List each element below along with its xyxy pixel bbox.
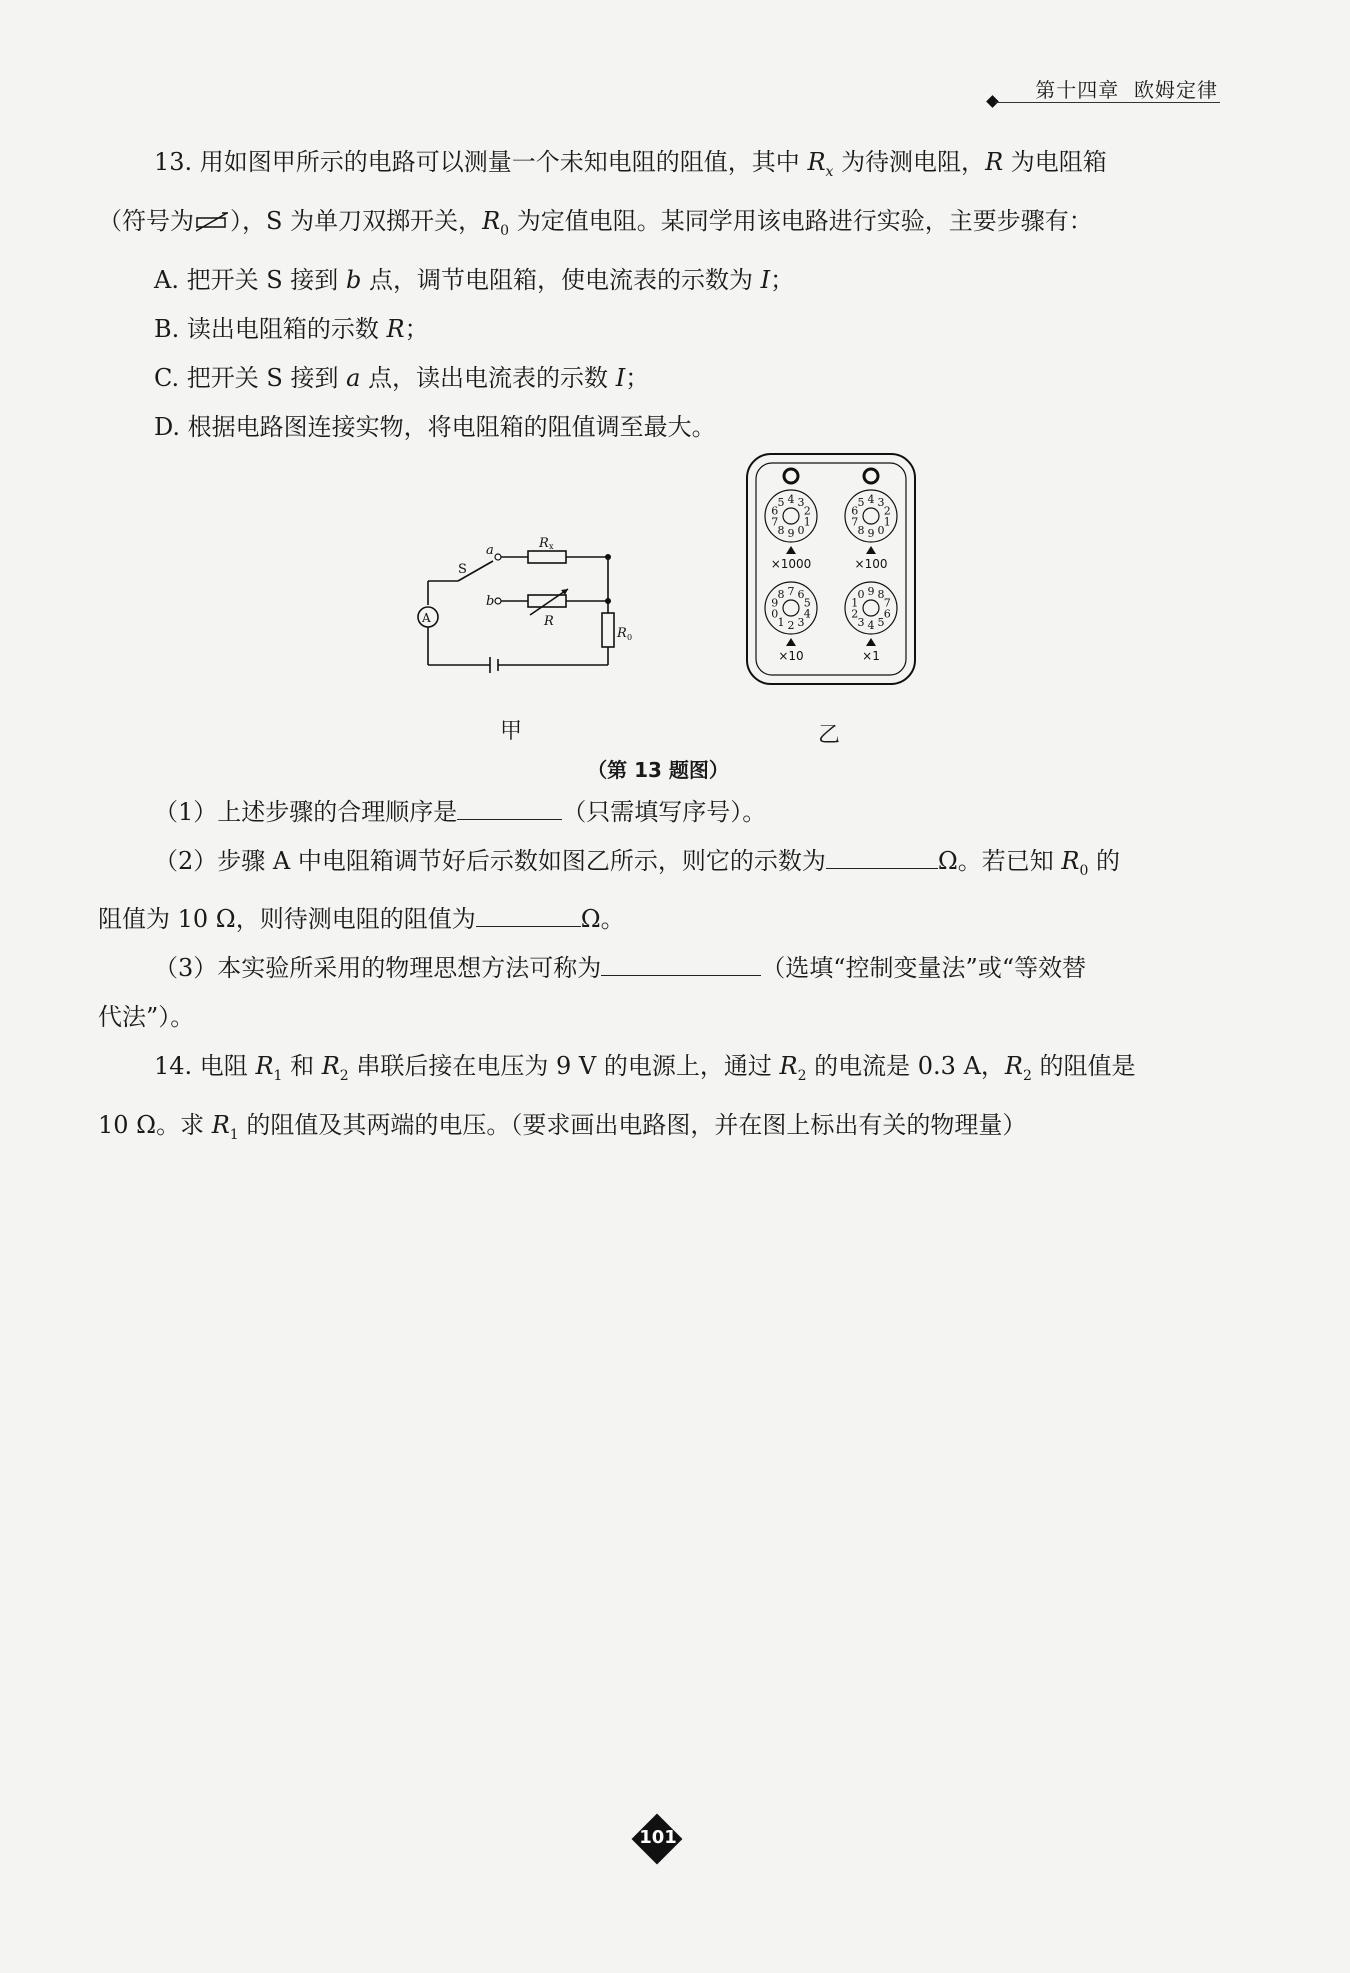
answer-blank-2a[interactable] [826, 842, 938, 869]
figure-caption: （第 13 题图） [587, 757, 729, 782]
answer-blank-2b[interactable] [476, 900, 581, 927]
resistance-box-symbol-icon [194, 210, 230, 232]
dial-1000-digit: 4 [787, 492, 795, 506]
dial-100-digit: 3 [877, 495, 885, 509]
q13-option-c: C. 把开关 S 接到 a 点，读出电流表的示数 I； [154, 363, 650, 392]
dial-mult-10-label: ×10 [778, 648, 804, 663]
sub-question-3: （3）本实验所采用的物理思想方法可称为 （选填“控制变量法”或“等效替 [98, 944, 1218, 993]
rx-label: R [539, 536, 549, 551]
chapter-title: 欧姆定律 [1134, 78, 1218, 102]
q13-line2: （符号为 ），S 为单刀双掷开关，$R_0$ 为定值电阻。某同学用该电路进行实验，主要步骤有： [98, 206, 1093, 239]
dial-mult-100-label: ×100 [854, 556, 888, 571]
switch-label: S [458, 561, 467, 577]
dial-1-digit: 9 [867, 584, 875, 598]
r-label: R [544, 613, 554, 629]
dial-1000-digit: 8 [777, 523, 785, 537]
dial-1-digit: 4 [867, 618, 875, 632]
r0-sub-label: 0 [627, 632, 633, 642]
dial-10-digit: 7 [787, 584, 795, 598]
dial-mult-1000-label: ×1000 [770, 556, 812, 571]
q13-figure [98, 452, 1218, 752]
dial-1-digit: 0 [857, 587, 865, 601]
q13-option-b: B. 读出电阻箱的示数 R； [154, 314, 429, 343]
circuit-diagram [398, 537, 658, 687]
r0-label: R [617, 625, 627, 641]
answer-blank-1[interactable] [457, 793, 562, 820]
resistance-box-diagram [743, 450, 923, 690]
dial-10-digit: 2 [787, 618, 795, 632]
dial-10-digit: 3 [797, 615, 805, 629]
chapter-number: 第十四章 [1035, 78, 1120, 102]
sub-question-1: （1）上述步骤的合理顺序是 （只需填写序号）。 [98, 788, 1218, 837]
ammeter-label: A [422, 610, 431, 625]
dial-1000-digit: 0 [797, 523, 805, 537]
dial-1000-digit: 1 [803, 514, 811, 528]
figure-label-yi: 乙 [818, 722, 841, 748]
chapter-header [1035, 74, 1218, 103]
dial-100-digit: 0 [877, 523, 885, 537]
dial-1-digit: 3 [857, 615, 865, 629]
dial-100-digit: 6 [851, 504, 859, 518]
answer-blank-3[interactable] [601, 949, 761, 976]
dial-1-digit: 5 [877, 615, 885, 629]
q14-line2: 10 Ω。求 $R_1$ 的阻值及其两端的电压。（要求画出电路图，并在图上标出有关的物理量） [98, 1111, 1027, 1143]
dial-10-digit: 0 [771, 606, 779, 620]
dial-1000-digit: 9 [787, 526, 795, 540]
sub-question-3-line2: 代法”）。 [98, 1003, 195, 1032]
q14-line1: 14. 电阻 $R_1$ 和 $R_2$ 串联后接在电压为 9 V 的电源上，通过 $R_2$ 的电流是 0.3 A，$R_2$ 的阻值是 [154, 1052, 1136, 1085]
dial-1000-digit: 6 [771, 504, 779, 518]
dial-1000-digit: 3 [797, 495, 805, 509]
terminal-a-label: a [486, 542, 494, 558]
dial-mult-1-label: ×1 [862, 648, 880, 663]
page-number: 101 [639, 1827, 677, 1848]
sub-question-2: （2）步骤 A 中电阻箱调节好后示数如图乙所示，则它的示数为 Ω。若已知 $R_0$ 的 [98, 837, 1218, 896]
q13-line1: 13. 用如图甲所示的电路可以测量一个未知电阻的阻值，其中 $R_x$ 为待测电阻，R 为电阻箱 [154, 148, 1107, 180]
dial-10-digit: 1 [777, 615, 785, 629]
dial-1000-digit: 2 [803, 504, 811, 518]
dial-100-digit: 1 [883, 514, 891, 528]
dial-1-digit: 2 [851, 606, 859, 620]
rx-sub-label: x [549, 541, 554, 551]
dial-10-digit: 5 [803, 596, 811, 610]
dial-10-digit: 6 [797, 587, 805, 601]
dial-1000-digit: 7 [771, 514, 779, 528]
dial-10-digit: 9 [771, 596, 779, 610]
terminal-b-label: b [486, 593, 495, 609]
dial-100-digit: 7 [851, 514, 859, 528]
page-content [98, 138, 1218, 1160]
dial-100-digit: 5 [857, 495, 865, 509]
dial-1000-digit: 5 [777, 495, 785, 509]
figure-label-jia: 甲 [500, 718, 523, 744]
dial-100-digit: 9 [867, 526, 875, 540]
dial-10-digit: 4 [803, 606, 811, 620]
page-number-badge [633, 1815, 683, 1865]
dial-10-digit: 8 [777, 587, 785, 601]
dial-100-digit: 2 [883, 504, 891, 518]
dial-1-digit: 1 [851, 596, 859, 610]
dial-1-digit: 6 [883, 606, 891, 620]
dial-100-digit: 4 [867, 492, 875, 506]
dial-1-digit: 8 [877, 587, 885, 601]
dial-100-digit: 8 [857, 523, 865, 537]
q13-option-a: A. 把开关 S 接到 b 点，调节电阻箱，使电流表的示数为 I； [154, 265, 795, 294]
q13-option-d: D. 根据电路图连接实物，将电阻箱的阻值调至最大。 [154, 412, 716, 441]
sub-question-2-line2: 阻值为 10 Ω，则待测电阻的阻值为 Ω。 [98, 895, 1218, 944]
dial-1-digit: 7 [883, 596, 891, 610]
